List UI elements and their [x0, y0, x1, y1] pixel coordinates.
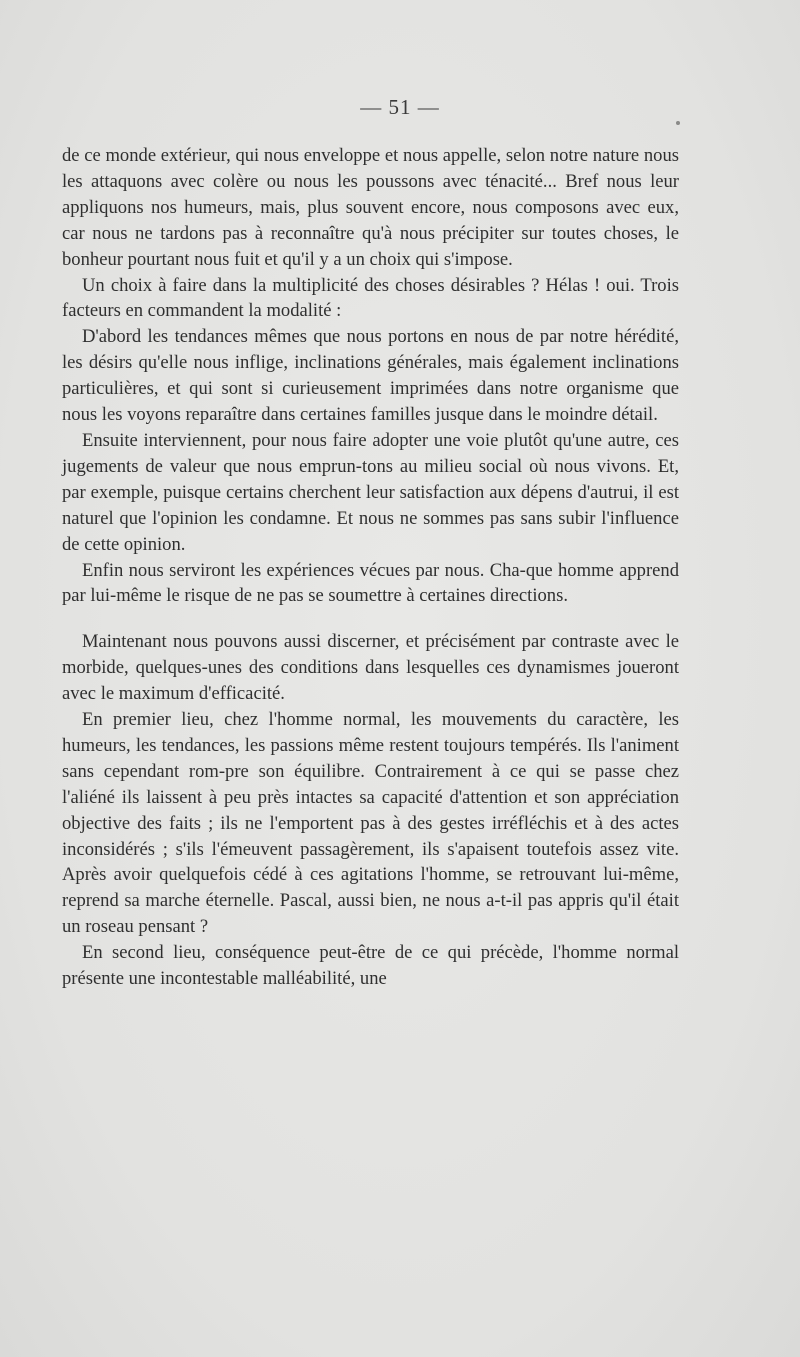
paragraph: En premier lieu, chez l'homme normal, les mouvements du caractère, les humeurs, les tendances, les passions même restent toujours tempérés. Ils l'animent sans cependant rom-pre son équilibre. Contrairement à ce qui se passe chez l'aliéné ils laissent à peu près intactes sa capacité d'attention et son appréciation objective des faits ; ils ne l'emportent pas à des gestes irréfléchis et à des actes inconsidérés ; s'ils l'émeuvent passagèrement, ils s'apaisent toutefois assez vite. Après avoir quelquefois cédé à ces agitations l'homme, se retrouvant lui-même, reprend sa marche éternelle. Pascal, aussi bien, ne nous a-t-il pas appris qu'il était un roseau pensant ? — [62, 709, 679, 938]
paragraph-continuation: de ce monde extérieur, qui nous enveloppe et nous appelle, selon notre nature nous les attaquons avec colère ou nous les poussons avec ténacité... Bref nous leur appliquons nos humeurs, mais, plus souvent encore, nous composons avec eux, car nous ne tardons pas à reconnaître qu'à nous précipiter sur toutes choses, le bonheur pourtant nous fuit et qu'il y a un choix qui s'impose. — [62, 145, 679, 270]
paragraph: Un choix à faire dans la multiplicité des choses désirables ? Hélas ! oui. Trois facteurs en commandent la modalité : — [62, 274, 679, 322]
ink-speck — [676, 121, 680, 125]
paragraph: En second lieu, conséquence peut-être de ce qui précède, l'homme normal présente une incontestable malléabilité, une — [62, 942, 679, 990]
body-text — [62, 143, 679, 992]
paragraph: Ensuite interviennent, pour nous faire adopter une voie plutôt qu'une autre, ces jugements de valeur que nous emprun-tons au milieu social où nous vivons. Et, par exemple, puisque certains cherchent leur satisfaction aux dépens d'autrui, il est naturel que l'opinion les condamne. Et nous ne sommes pas sans subir l'influence de cette opinion. — [62, 429, 679, 555]
page-number: — 51 — — [360, 95, 440, 119]
paragraph: Maintenant nous pouvons aussi discerner, et précisément par contraste avec le morbide, quelques-unes des conditions dans lesquelles ces dynamismes joueront avec le maximum d'efficacité. — [62, 631, 679, 705]
paragraph: Enfin nous serviront les expériences vécues par nous. Cha-que homme apprend par lui-même le risque de ne pas se soumettre à certaines directions. — [62, 559, 679, 607]
paragraph: D'abord les tendances mêmes que nous portons en nous de par notre hérédité, les désirs qu'elle nous inflige, inclinations générales, mais également inclinations particulières, et qui sont si curieusement imprimées dans notre organisme que nous les voyons reparaître dans certaines familles jusque dans le moindre détail. — [62, 326, 679, 426]
